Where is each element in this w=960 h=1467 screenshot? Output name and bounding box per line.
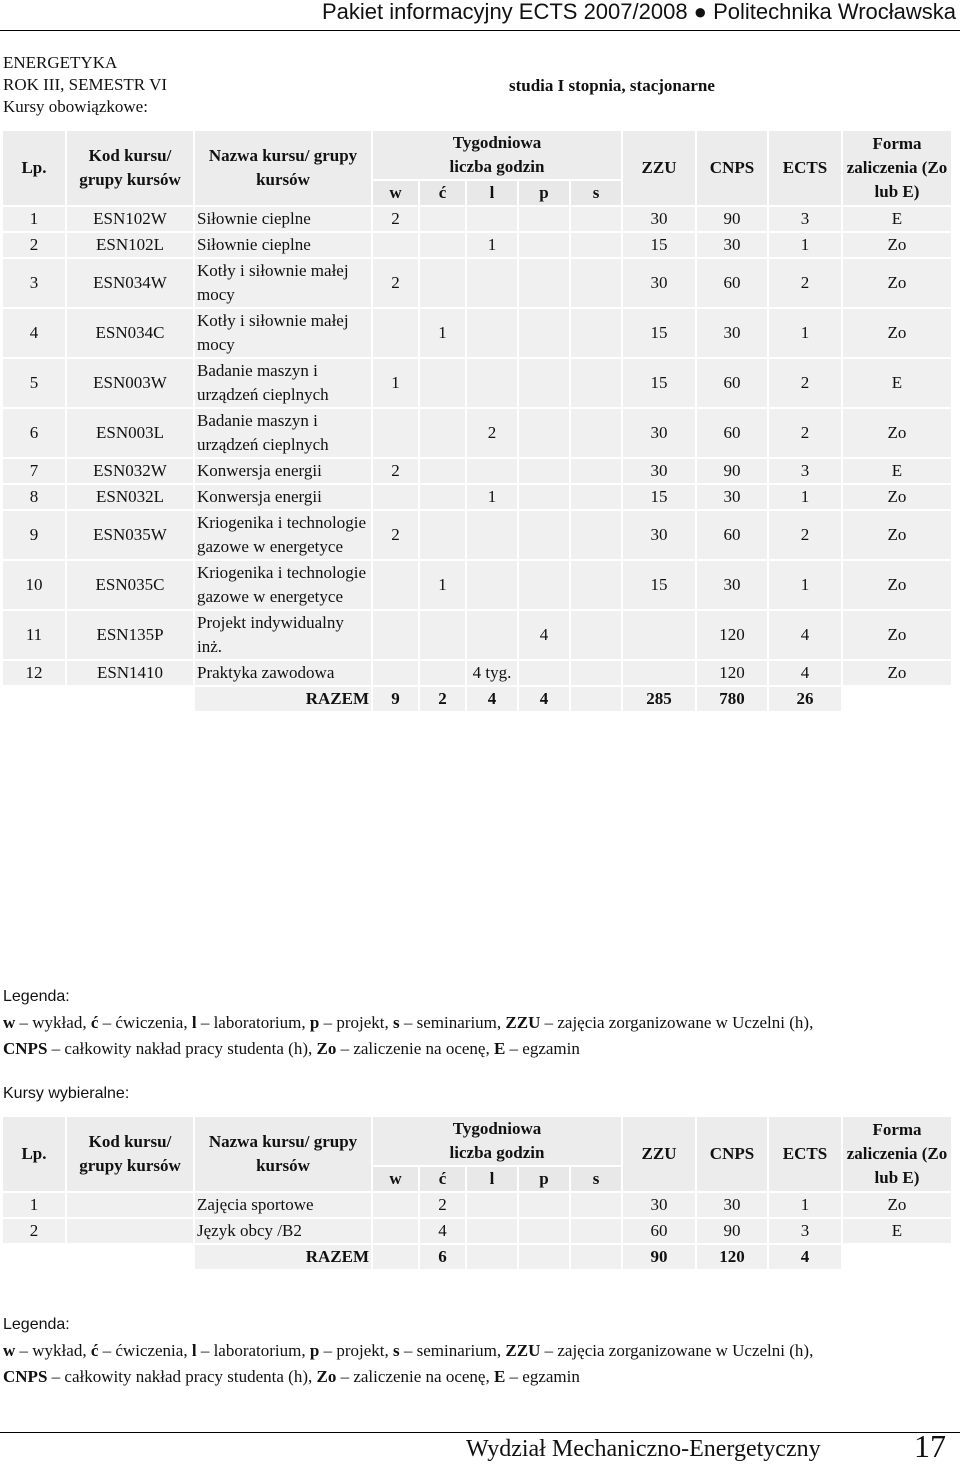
legend-title: Legenda: <box>3 988 70 1005</box>
cell-p <box>519 1219 569 1243</box>
table-row <box>3 611 951 659</box>
cell-name: Praktyka zawodowa <box>195 661 371 685</box>
cell-code: ESN135P <box>67 611 193 659</box>
footer-faculty: Wydział Mechaniczno-Energetyczny <box>466 1436 821 1462</box>
cell-l <box>467 359 517 407</box>
col-zzu: ZZU <box>623 131 695 205</box>
cell-name: Kotły i siłownie małej mocy <box>195 259 371 307</box>
col-p: p <box>519 1167 569 1191</box>
cell-ects: 1 <box>769 233 841 257</box>
cell-cnps: 90 <box>697 207 767 231</box>
col-c: ć <box>420 1167 465 1191</box>
cell-form: Zo <box>843 485 951 509</box>
cell-form: Zo <box>843 611 951 659</box>
cell-p <box>519 309 569 357</box>
blank-cell <box>843 687 951 711</box>
total-ects: 26 <box>769 687 841 711</box>
cell-l <box>467 1193 517 1217</box>
cell-zzu <box>623 661 695 685</box>
cell-cnps: 120 <box>697 661 767 685</box>
total-p: 4 <box>519 687 569 711</box>
col-w: w <box>373 181 418 205</box>
cell-w <box>373 485 418 509</box>
cell-cnps: 90 <box>697 1219 767 1243</box>
col-w: w <box>373 1167 418 1191</box>
elective-title: Kursy wybieralne: <box>3 1085 130 1102</box>
cell-w <box>373 309 418 357</box>
col-name: Nazwa kursu/ grupy kursów <box>195 131 371 205</box>
cell-ects: 2 <box>769 359 841 407</box>
cell-p <box>519 359 569 407</box>
cell-form: E <box>843 207 951 231</box>
cell-ects: 3 <box>769 207 841 231</box>
total-row <box>3 687 951 711</box>
cell-c: 1 <box>420 309 465 357</box>
col-p: p <box>519 181 569 205</box>
cell-zzu: 15 <box>623 485 695 509</box>
total-zzu: 90 <box>623 1245 695 1269</box>
cell-form: Zo <box>843 561 951 609</box>
cell-p <box>519 661 569 685</box>
cell-form: Zo <box>843 1193 951 1217</box>
legend-title: Legenda: <box>3 1316 70 1333</box>
table-row <box>3 1219 951 1243</box>
cell-code: ESN032W <box>67 459 193 483</box>
cell-p <box>519 561 569 609</box>
cell-s <box>571 611 621 659</box>
col-weekly-hours: Tygodniowa liczba godzin <box>373 1117 621 1165</box>
cell-ects: 4 <box>769 661 841 685</box>
cell-ects: 1 <box>769 485 841 509</box>
cell-name: Zajęcia sportowe <box>195 1193 371 1217</box>
table-row <box>3 511 951 559</box>
cell-lp: 1 <box>3 207 65 231</box>
cell-p <box>519 259 569 307</box>
cell-form: Zo <box>843 409 951 457</box>
col-code: Kod kursu/ grupy kursów <box>67 1117 193 1191</box>
legend-line-1: w – wykład, ć – ćwiczenia, l – laboratorium, p – projekt, s – seminarium, ZZU – zajęcia zorganizowane w Uczelni (h), <box>3 1341 814 1360</box>
cell-c <box>420 259 465 307</box>
total-row <box>3 1245 951 1269</box>
col-ects: ECTS <box>769 1117 841 1191</box>
cell-lp: 11 <box>3 611 65 659</box>
cell-form: Zo <box>843 661 951 685</box>
cell-p: 4 <box>519 611 569 659</box>
cell-lp: 9 <box>3 511 65 559</box>
program-name: ENERGETYKA <box>3 53 118 72</box>
cell-cnps: 30 <box>697 233 767 257</box>
cell-name: Kotły i siłownie małej mocy <box>195 309 371 357</box>
cell-zzu <box>623 611 695 659</box>
cell-form: Zo <box>843 233 951 257</box>
total-l: 4 <box>467 687 517 711</box>
cell-c <box>420 611 465 659</box>
cell-w: 1 <box>373 359 418 407</box>
cell-s <box>571 511 621 559</box>
cell-name: Siłownie cieplne <box>195 207 371 231</box>
total-s <box>571 1245 621 1269</box>
cell-c <box>420 485 465 509</box>
cell-w <box>373 561 418 609</box>
cell-cnps: 30 <box>697 485 767 509</box>
cell-w <box>373 1219 418 1243</box>
cell-name: Kriogenika i technologie gazowe w energetyce <box>195 561 371 609</box>
cell-name: Język obcy /B2 <box>195 1219 371 1243</box>
cell-w <box>373 611 418 659</box>
cell-l <box>467 207 517 231</box>
cell-code: ESN102L <box>67 233 193 257</box>
legend-line-2: CNPS – całkowity nakład pracy studenta (h), Zo – zaliczenie na ocenę, E – egzamin <box>3 1367 580 1386</box>
cell-name: Konwersja energii <box>195 459 371 483</box>
page-header-title: Pakiet informacyjny ECTS 2007/2008 ● Politechnika Wrocławska <box>321 0 956 24</box>
cell-zzu: 30 <box>623 459 695 483</box>
table-row <box>3 409 951 457</box>
cell-cnps: 60 <box>697 511 767 559</box>
cell-ects: 2 <box>769 259 841 307</box>
blank-cell <box>3 1245 193 1269</box>
cell-ects: 3 <box>769 1219 841 1243</box>
cell-ects: 4 <box>769 611 841 659</box>
cell-code: ESN034C <box>67 309 193 357</box>
cell-lp: 2 <box>3 233 65 257</box>
col-l: l <box>467 1167 517 1191</box>
cell-c <box>420 661 465 685</box>
cell-lp: 4 <box>3 309 65 357</box>
cell-p <box>519 409 569 457</box>
cell-l: 1 <box>467 233 517 257</box>
cell-w <box>373 1193 418 1217</box>
table-row <box>3 259 951 307</box>
cell-cnps: 30 <box>697 1193 767 1217</box>
cell-cnps: 30 <box>697 309 767 357</box>
cell-ects: 1 <box>769 1193 841 1217</box>
cell-w: 2 <box>373 459 418 483</box>
cell-name: Badanie maszyn i urządzeń cieplnych <box>195 409 371 457</box>
col-lp: Lp. <box>3 131 65 205</box>
total-c: 6 <box>420 1245 465 1269</box>
cell-w <box>373 661 418 685</box>
cell-lp: 8 <box>3 485 65 509</box>
cell-name: Projekt indywidualny inż. <box>195 611 371 659</box>
cell-lp: 5 <box>3 359 65 407</box>
cell-code: ESN032L <box>67 485 193 509</box>
cell-l <box>467 459 517 483</box>
cell-l <box>467 309 517 357</box>
cell-s <box>571 561 621 609</box>
col-l: l <box>467 181 517 205</box>
col-s: s <box>571 181 621 205</box>
cell-zzu: 30 <box>623 511 695 559</box>
total-s <box>571 687 621 711</box>
cell-p <box>519 233 569 257</box>
col-weekly-hours: Tygodniowa liczba godzin <box>373 131 621 179</box>
cell-cnps: 60 <box>697 259 767 307</box>
cell-c: 1 <box>420 561 465 609</box>
elective-courses-table <box>1 1115 953 1271</box>
mandatory-courses-table <box>1 129 953 713</box>
total-l <box>467 1245 517 1269</box>
cell-c: 4 <box>420 1219 465 1243</box>
cell-lp: 1 <box>3 1193 65 1217</box>
cell-l: 1 <box>467 485 517 509</box>
cell-zzu: 15 <box>623 359 695 407</box>
total-cnps: 780 <box>697 687 767 711</box>
cell-form: E <box>843 359 951 407</box>
cell-l: 4 tyg. <box>467 661 517 685</box>
cell-zzu: 30 <box>623 259 695 307</box>
cell-code: ESN102W <box>67 207 193 231</box>
cell-w: 2 <box>373 259 418 307</box>
cell-zzu: 30 <box>623 409 695 457</box>
cell-code: ESN035W <box>67 511 193 559</box>
cell-s <box>571 1193 621 1217</box>
cell-w: 2 <box>373 207 418 231</box>
table-row <box>3 309 951 357</box>
table-row <box>3 359 951 407</box>
table-row <box>3 207 951 231</box>
cell-p <box>519 207 569 231</box>
cell-s <box>571 259 621 307</box>
header-divider <box>0 30 960 31</box>
col-form: Forma zaliczenia (Zo lub E) <box>843 131 951 205</box>
cell-c <box>420 511 465 559</box>
cell-cnps: 60 <box>697 359 767 407</box>
total-w <box>373 1245 418 1269</box>
table-row <box>3 459 951 483</box>
col-s: s <box>571 1167 621 1191</box>
total-cnps: 120 <box>697 1245 767 1269</box>
blank-cell <box>843 1245 951 1269</box>
col-ects: ECTS <box>769 131 841 205</box>
cell-form: E <box>843 1219 951 1243</box>
cell-lp: 12 <box>3 661 65 685</box>
cell-c: 2 <box>420 1193 465 1217</box>
blank-cell <box>3 687 193 711</box>
total-ects: 4 <box>769 1245 841 1269</box>
cell-l <box>467 1219 517 1243</box>
cell-code: ESN003W <box>67 359 193 407</box>
cell-cnps: 30 <box>697 561 767 609</box>
total-p <box>519 1245 569 1269</box>
col-code: Kod kursu/ grupy kursów <box>67 131 193 205</box>
col-form: Forma zaliczenia (Zo lub E) <box>843 1117 951 1191</box>
cell-s <box>571 1219 621 1243</box>
cell-s <box>571 409 621 457</box>
cell-ects: 3 <box>769 459 841 483</box>
cell-l: 2 <box>467 409 517 457</box>
cell-code: ESN003L <box>67 409 193 457</box>
cell-l <box>467 259 517 307</box>
cell-s <box>571 233 621 257</box>
cell-code: ESN1410 <box>67 661 193 685</box>
col-zzu: ZZU <box>623 1117 695 1191</box>
cell-c <box>420 207 465 231</box>
cell-zzu: 30 <box>623 1193 695 1217</box>
cell-s <box>571 661 621 685</box>
table-row <box>3 485 951 509</box>
total-label: RAZEM <box>195 687 371 711</box>
cell-code <box>67 1193 193 1217</box>
cell-p <box>519 485 569 509</box>
program-info <box>3 52 167 118</box>
cell-zzu: 15 <box>623 309 695 357</box>
cell-name: Konwersja energii <box>195 485 371 509</box>
col-cnps: CNPS <box>697 131 767 205</box>
cell-lp: 10 <box>3 561 65 609</box>
cell-s <box>571 309 621 357</box>
cell-c <box>420 459 465 483</box>
cell-s <box>571 207 621 231</box>
total-w: 9 <box>373 687 418 711</box>
cell-form: Zo <box>843 511 951 559</box>
cell-ects: 2 <box>769 409 841 457</box>
cell-lp: 6 <box>3 409 65 457</box>
cell-p <box>519 459 569 483</box>
mandatory-title: Kursy obowiązkowe: <box>3 97 148 116</box>
table-row <box>3 561 951 609</box>
cell-zzu: 60 <box>623 1219 695 1243</box>
cell-zzu: 15 <box>623 561 695 609</box>
cell-form: Zo <box>843 259 951 307</box>
cell-lp: 3 <box>3 259 65 307</box>
cell-code <box>67 1219 193 1243</box>
cell-cnps: 90 <box>697 459 767 483</box>
cell-cnps: 120 <box>697 611 767 659</box>
cell-code: ESN035C <box>67 561 193 609</box>
cell-name: Badanie maszyn i urządzeń cieplnych <box>195 359 371 407</box>
page-number: 17 <box>914 1428 946 1464</box>
cell-l <box>467 561 517 609</box>
legend-2 <box>3 1312 813 1390</box>
cell-p <box>519 1193 569 1217</box>
cell-lp: 2 <box>3 1219 65 1243</box>
cell-form: Zo <box>843 309 951 357</box>
legend-line-2: CNPS – całkowity nakład pracy studenta (h), Zo – zaliczenie na ocenę, E – egzamin <box>3 1039 580 1058</box>
col-name: Nazwa kursu/ grupy kursów <box>195 1117 371 1191</box>
cell-name: Kriogenika i technologie gazowe w energetyce <box>195 511 371 559</box>
legend <box>3 984 813 1062</box>
cell-name: Siłownie cieplne <box>195 233 371 257</box>
cell-p <box>519 511 569 559</box>
footer-divider <box>0 1432 960 1433</box>
cell-ects: 2 <box>769 511 841 559</box>
col-lp: Lp. <box>3 1117 65 1191</box>
cell-w <box>373 233 418 257</box>
cell-zzu: 15 <box>623 233 695 257</box>
cell-ects: 1 <box>769 561 841 609</box>
cell-w <box>373 409 418 457</box>
cell-l <box>467 511 517 559</box>
cell-w: 2 <box>373 511 418 559</box>
table-row <box>3 1193 951 1217</box>
total-zzu: 285 <box>623 687 695 711</box>
cell-c <box>420 409 465 457</box>
cell-zzu: 30 <box>623 207 695 231</box>
total-c: 2 <box>420 687 465 711</box>
cell-form: E <box>843 459 951 483</box>
cell-code: ESN034W <box>67 259 193 307</box>
cell-s <box>571 485 621 509</box>
table-row <box>3 233 951 257</box>
table-row <box>3 661 951 685</box>
legend-line-1: w – wykład, ć – ćwiczenia, l – laboratorium, p – projekt, s – seminarium, ZZU – zajęcia zorganizowane w Uczelni (h), <box>3 1013 814 1032</box>
cell-s <box>571 459 621 483</box>
cell-cnps: 60 <box>697 409 767 457</box>
cell-ects: 1 <box>769 309 841 357</box>
col-cnps: CNPS <box>697 1117 767 1191</box>
cell-lp: 7 <box>3 459 65 483</box>
total-label: RAZEM <box>195 1245 371 1269</box>
program-year: ROK III, SEMESTR VI <box>3 75 168 94</box>
cell-s <box>571 359 621 407</box>
study-mode: studia I stopnia, stacjonarne <box>509 76 715 95</box>
cell-c <box>420 233 465 257</box>
cell-l <box>467 611 517 659</box>
col-c: ć <box>420 181 465 205</box>
cell-c <box>420 359 465 407</box>
